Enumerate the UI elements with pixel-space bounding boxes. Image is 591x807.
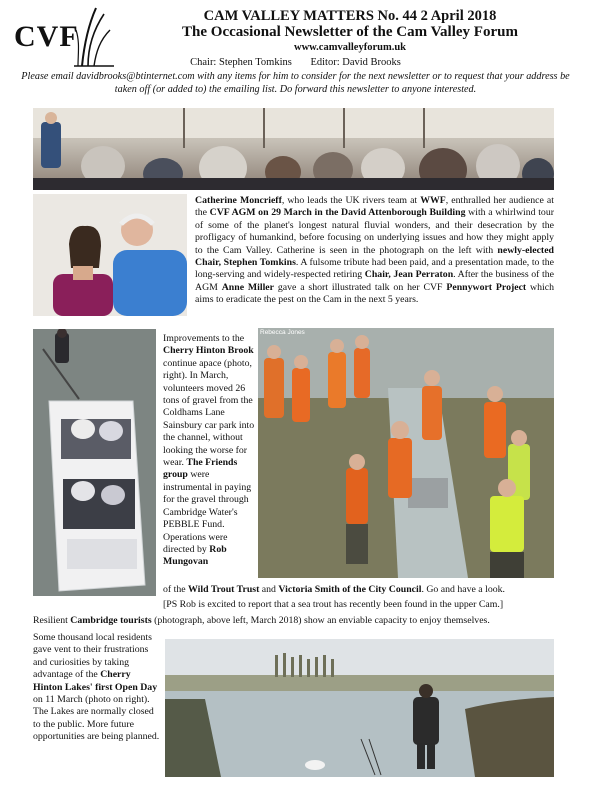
chair-credit: Chair: Stephen Tomkins — [190, 57, 292, 68]
brook-volunteers-photo — [258, 328, 554, 578]
brook-article-continued — [163, 584, 554, 596]
pennywort-project: Pennywort Project — [446, 281, 527, 293]
newsletter-title: CAM VALLEY MATTERS No. 44 2 April 2018 — [203, 8, 497, 24]
snowy-punt-photo — [33, 329, 156, 596]
logo-text: CVF — [14, 20, 79, 53]
lakes-text-1: Some thousand local residents gave vent to their frustrations and curiosities by taking advantage of the — [33, 632, 152, 681]
lakes-article — [33, 632, 161, 744]
new-chair: newly-elected Chair, Stephen Tomkins — [195, 244, 554, 269]
agm-text-4: . A fulsome tribute had been paid, and a presentation made, to the long-serving and widely-respected retiring — [195, 257, 554, 281]
agm-text-5: . After the business of the AGM — [195, 269, 554, 293]
agm-event: CVF AGM on 29 March in the David Attenborough Building — [209, 207, 466, 219]
cherry-hinton-brook: Cherry Hinton Brook — [163, 345, 254, 357]
friends-group: The Friends group — [163, 457, 238, 481]
newsletter-subtitle: The Occasional Newsletter of the Cam Valley Forum — [182, 24, 518, 40]
website-link[interactable]: www.camvalleyforum.uk — [294, 42, 406, 53]
brook-text-3: were instrumental in paying for the gravel through Cambridge Water's PEBBLE Fund. Operations were directed by — [163, 469, 252, 555]
tourists-text-2: (photograph, above left, March 2018) show an enviable capacity to enjoy themselves. — [151, 615, 490, 626]
brook-text-1: Improvements to the — [163, 333, 245, 344]
agm-text-2: , enthralled her audience at the — [195, 195, 554, 219]
victoria-smith: Victoria Smith of the City Council — [278, 584, 422, 595]
agm-text-7: which aims to eradicate the pest on the Cam in the next 5 years. — [195, 281, 554, 306]
agm-text-1: , who leads the UK rivers team at — [281, 195, 421, 206]
editor-credit: Editor: David Brooks — [310, 57, 401, 68]
email-note: Please email davidbrooks@btinternet.com with any items for him to consider for the next newsletter or to request that your address be taken off (or added to) the emailing list. Do forward this newsletter to anyone interested. — [21, 71, 570, 95]
agm-text-3: with a whirlwind tour of some of the planet's longest natural fluvial wonders, and their desecration by the profligacy of humankind, before focusing on underlying issues and how they might apply to the Cam Valley. Catherine is seen in the photograph on the left with — [195, 207, 554, 256]
agm-audience-photo — [33, 108, 554, 190]
ps-note: [PS Rob is excited to report that a sea trout has recently been found in the upper Cam.] — [163, 599, 504, 610]
cambridge-tourists: Cambridge tourists — [70, 615, 152, 626]
anne-miller: Anne Miller — [221, 281, 275, 293]
wild-trout-trust: Wild Trout Trust — [188, 584, 260, 595]
tourists-caption — [33, 615, 573, 627]
agm-article — [195, 195, 554, 307]
tourists-text-1: Resilient — [33, 615, 71, 626]
masthead — [120, 8, 580, 55]
cherry-hinton-lakes-photo — [165, 639, 554, 777]
rob-mungovan: Rob Mungovan — [163, 543, 227, 568]
photo-credit: Rebecca Jones — [260, 329, 305, 336]
wwf-name: WWF — [420, 195, 446, 206]
moncrieff-tomkins-photo — [33, 194, 187, 316]
speaker-name: Catherine Moncrieff — [195, 195, 282, 206]
lakes-text-2: on 11 March (photo on right). The Lakes are normally closed to the public. More future opportunities are being planned. — [33, 694, 160, 743]
lakes-open-day: Cherry Hinton Lakes' first Open Day — [33, 669, 158, 693]
roles-line — [0, 57, 591, 68]
agm-text-6: gave a short illustrated talk on her CVF — [274, 281, 447, 293]
brook-text-6: . Go and have a look. — [421, 584, 505, 595]
brook-article — [163, 333, 257, 569]
brook-text-4: of the — [163, 584, 189, 595]
retiring-chair: Chair, Jean Perraton — [364, 269, 454, 281]
brook-text-5: and — [259, 584, 279, 595]
brook-text-2: continue apace (photo, right). In March, volunteers moved 26 tons of gravel from the Coldhams Lane Sainsbury car park into the channel, without looking the worse for wear. — [163, 357, 255, 469]
